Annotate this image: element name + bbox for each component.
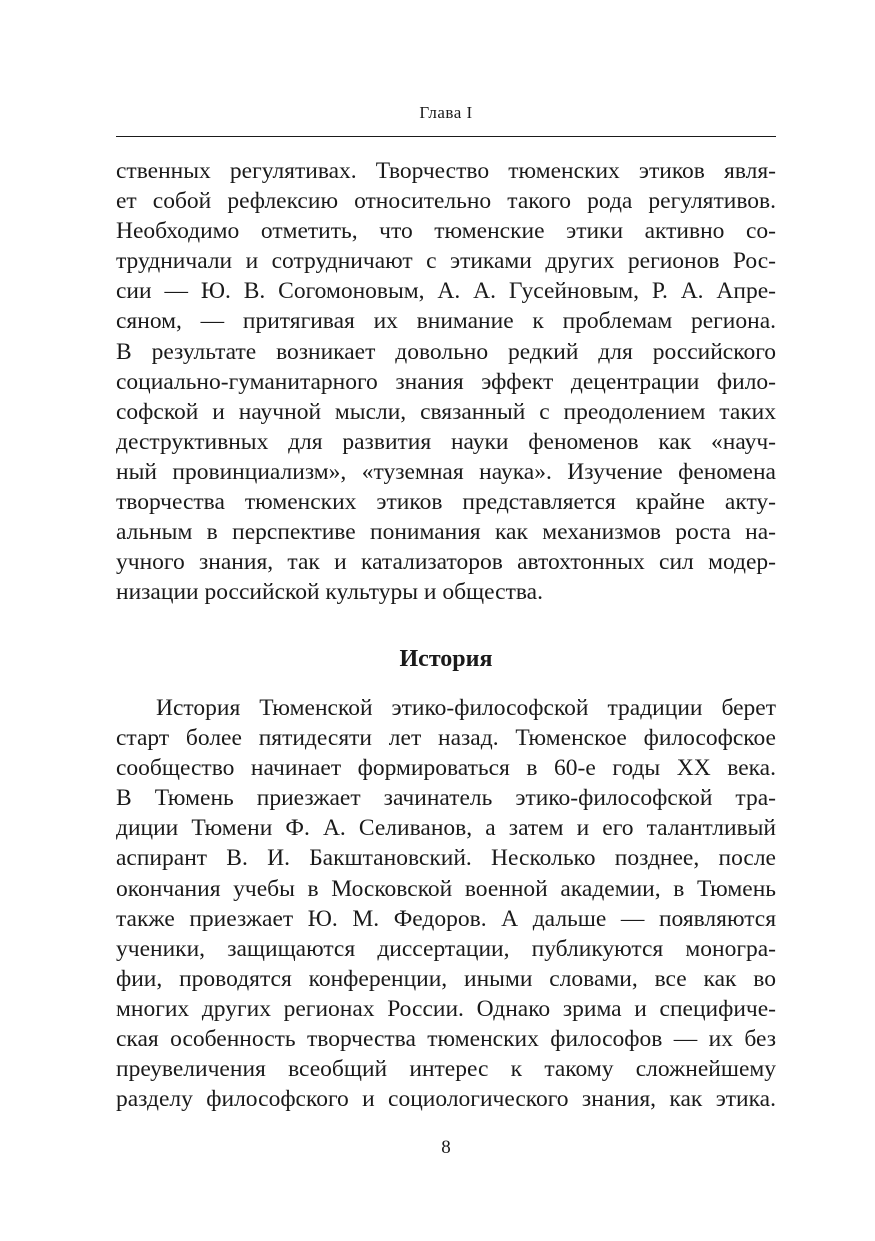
text-line: учного знания, так и катализаторов автохтонных сил модер-	[116, 549, 776, 576]
text-line: В Тюмень приезжает зачинатель этико-философской тра-	[116, 785, 776, 812]
text-line: сяном, — притягивая их внимание к проблемам региона.	[116, 308, 776, 335]
text-line: ственных регулятивах. Творчество тюменских этиков явля-	[116, 158, 776, 184]
text-line: ская особенность творчества тюменских философов — их без	[116, 1026, 776, 1053]
text-line: сообщество начинает формироваться в 60-е годы XX века.	[116, 755, 776, 782]
text-line: софской и научной мысли, связанный с преодолением таких	[116, 398, 776, 425]
paragraph-history	[116, 693, 776, 1114]
section-title: История	[399, 646, 493, 672]
text-line: ет собой рефлексию относительно такого рода регулятивов.	[116, 188, 776, 215]
text-line: трудничали и сотрудничают с этиками других регионов Рос-	[116, 248, 776, 275]
text-line: аспирант В. И. Бакштановский. Несколько позднее, после	[116, 845, 776, 872]
text-line: История Тюменской этико-философской традиции берет	[156, 695, 776, 721]
text-line: старт более пятидесяти лет назад. Тюменское философское	[116, 725, 776, 752]
text-line: альным в перспективе понимания как механизмов роста на-	[116, 519, 776, 546]
text-line: многих других регионах России. Однако зрима и специфиче-	[116, 995, 776, 1022]
text-line: диции Тюмени Ф. А. Селиванов, а затем и его талантливый	[116, 815, 776, 842]
text-line: Необходимо отметить, что тюменские этики активно со-	[116, 218, 776, 245]
paragraph-continuation	[116, 156, 776, 607]
text-line: преувеличения всеобщий интерес к такому сложнейшему	[116, 1056, 776, 1083]
text-line: В результате возникает довольно редкий для российского	[116, 338, 776, 365]
text-line: деструктивных для развития науки феноменов как «науч-	[116, 428, 776, 455]
text-line: ный провинциализм», «туземная наука». Изучение феномена	[116, 458, 776, 485]
text-line: разделу философского и социологического знания, как этика.	[116, 1086, 776, 1113]
text-line: окончания учебы в Московской военной академии, в Тюмень	[116, 875, 776, 902]
page-number: 8	[441, 1137, 451, 1158]
text-line: низации российской культуры и общества.	[116, 579, 543, 606]
book-page	[116, 0, 776, 1241]
text-line: также приезжает Ю. М. Федоров. А дальше — появляются	[116, 905, 776, 932]
text-line: сии — Ю. В. Согомоновым, А. А. Гусейновым, Р. А. Апре-	[116, 278, 776, 305]
text-line: ученики, защищаются диссертации, публикуются моногра-	[116, 935, 776, 962]
text-line: социально-гуманитарного знания эффект децентрации фило-	[116, 368, 776, 395]
header-rule	[116, 136, 776, 137]
text-line: фии, проводятся конференции, иными словами, все как во	[116, 965, 776, 992]
text-line: творчества тюменских этиков представляется крайне акту-	[116, 489, 776, 516]
running-head: Глава I	[419, 103, 473, 122]
